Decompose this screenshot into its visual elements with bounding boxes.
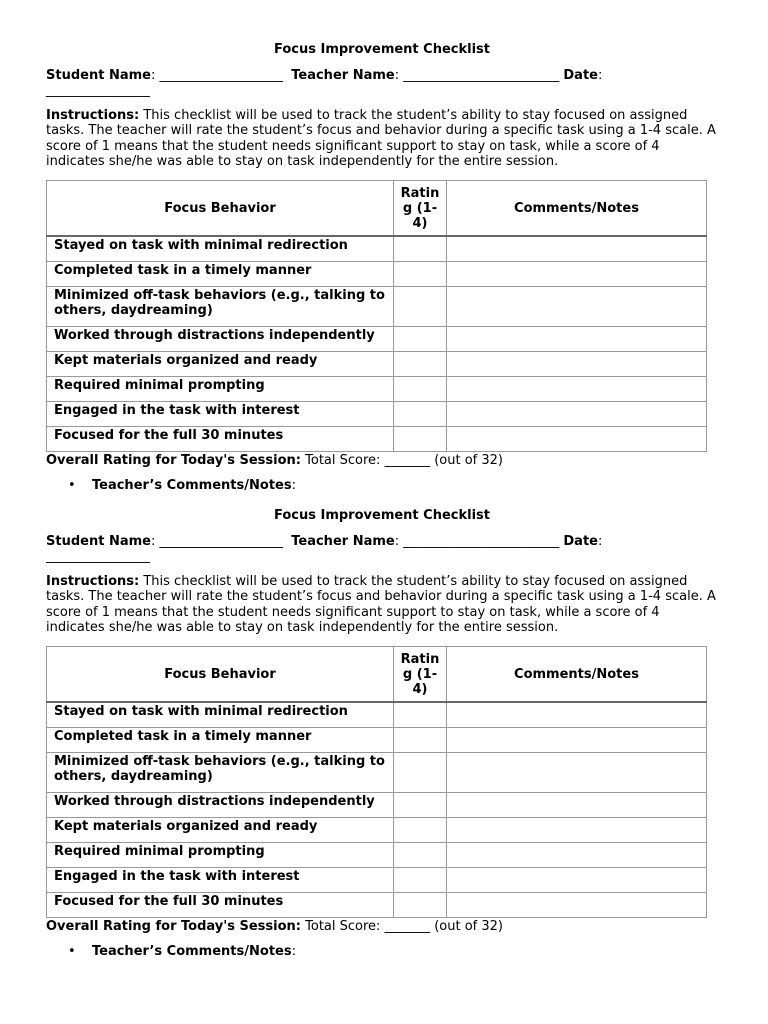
- table-row: [47, 752, 707, 792]
- behavior-cell: Stayed on task with minimal redirection: [47, 236, 394, 261]
- behavior-cell: Worked through distractions independently: [47, 326, 394, 351]
- checklist-title: Focus Improvement Checklist: [273, 508, 491, 523]
- header-rating-line-3: 4): [412, 681, 428, 697]
- rating-cell[interactable]: [394, 727, 447, 752]
- behavior-cell: Completed task in a timely manner: [47, 261, 394, 286]
- comments-cell[interactable]: [447, 426, 707, 451]
- table-row: [47, 892, 707, 917]
- teacher-comments-item: • Teacher’s Comments/Notes:: [68, 943, 296, 959]
- date-label: Date: [563, 68, 598, 83]
- checklist-section-2: [46, 508, 718, 959]
- student-name-label: Student Name: [46, 68, 151, 83]
- comments-cell[interactable]: [447, 752, 707, 792]
- comments-cell[interactable]: [447, 702, 707, 727]
- bullet-icon: •: [68, 943, 76, 959]
- rating-cell[interactable]: [394, 867, 447, 892]
- teacher-comments-label: Teacher’s Comments/Notes: [92, 943, 292, 959]
- teacher-comments-item: • Teacher’s Comments/Notes:: [68, 477, 296, 493]
- instructions-label: Instructions:: [46, 108, 140, 123]
- instructions: [46, 574, 718, 635]
- instructions-label: Instructions:: [46, 574, 140, 589]
- rating-cell[interactable]: [394, 286, 447, 326]
- comments-cell[interactable]: [447, 326, 707, 351]
- out-of-label: (out of 32): [434, 452, 503, 468]
- date-blank[interactable]: ________________: [46, 549, 150, 564]
- header-rating-line-2: g (1-: [402, 666, 438, 682]
- instructions-text: This checklist will be used to track the student’s ability to stay focused on assigned tasks. The teacher will rate the student’s focus and behavior during a specific task using a 1-4 scale. A score of 1 means that the student needs significant support to stay on task, while a score of 4 indicates she/he was able to stay on task independently for the entire session.: [46, 108, 716, 169]
- student-name-blank[interactable]: ___________________: [159, 534, 283, 549]
- overall-rating-line: [46, 453, 718, 468]
- rating-cell[interactable]: [394, 376, 447, 401]
- date-blank[interactable]: ________________: [46, 83, 150, 98]
- total-score-label: Total Score:: [305, 918, 381, 934]
- rating-cell[interactable]: [394, 792, 447, 817]
- name-date-line: Student Name: ___________________ Teacher Name: ________________________ Date:: [46, 68, 603, 83]
- date-label: Date: [563, 534, 598, 549]
- table-row: [47, 286, 707, 326]
- comments-cell[interactable]: [447, 867, 707, 892]
- rating-cell[interactable]: [394, 261, 447, 286]
- table-row: [47, 842, 707, 867]
- rating-cell[interactable]: [394, 752, 447, 792]
- comments-cell[interactable]: [447, 817, 707, 842]
- comments-cell[interactable]: [447, 842, 707, 867]
- rating-cell[interactable]: [394, 842, 447, 867]
- instructions-text: This checklist will be used to track the student’s ability to stay focused on assigned tasks. The teacher will rate the student’s focus and behavior during a specific task using a 1-4 scale. A score of 1 means that the student needs significant support to stay on task, while a score of 4 indicates she/he was able to stay on task independently for the entire session.: [46, 574, 716, 635]
- instructions: [46, 108, 718, 169]
- behavior-cell: Minimized off-task behaviors (e.g., talking to others, daydreaming): [47, 752, 394, 792]
- table-row: [47, 376, 707, 401]
- behavior-cell: Kept materials organized and ready: [47, 817, 394, 842]
- focus-behavior-table: [46, 180, 707, 452]
- total-score-blank[interactable]: _______: [384, 918, 431, 934]
- table-row: [47, 351, 707, 376]
- header-focus-behavior: Focus Behavior: [47, 181, 394, 237]
- behavior-cell: Engaged in the task with interest: [47, 401, 394, 426]
- teacher-name-blank[interactable]: ________________________: [403, 534, 560, 549]
- comments-cell[interactable]: [447, 351, 707, 376]
- total-score-label: Total Score:: [305, 452, 381, 468]
- table-row: [47, 261, 707, 286]
- student-name-label: Student Name: [46, 534, 151, 549]
- header-rating-line-1: Ratin: [400, 185, 440, 201]
- table-row: [47, 326, 707, 351]
- comments-cell[interactable]: [447, 792, 707, 817]
- rating-cell[interactable]: [394, 817, 447, 842]
- table-row: [47, 817, 707, 842]
- header-rating-line-1: Ratin: [400, 651, 440, 667]
- teacher-name-label: Teacher Name: [291, 68, 395, 83]
- rating-cell[interactable]: [394, 426, 447, 451]
- table-header-row: [47, 181, 707, 237]
- rating-cell[interactable]: [394, 326, 447, 351]
- comments-cell[interactable]: [447, 376, 707, 401]
- header-comments: Comments/Notes: [447, 181, 707, 237]
- header-rating-line-2: g (1-: [402, 200, 438, 216]
- comments-cell[interactable]: [447, 892, 707, 917]
- focus-behavior-table: [46, 646, 707, 918]
- teacher-name-label: Teacher Name: [291, 534, 395, 549]
- comments-cell[interactable]: [447, 401, 707, 426]
- behavior-cell: Required minimal prompting: [47, 842, 394, 867]
- teacher-name-blank[interactable]: ________________________: [403, 68, 560, 83]
- table-row: [47, 727, 707, 752]
- comments-cell[interactable]: [447, 236, 707, 261]
- student-name-blank[interactable]: ___________________: [159, 68, 283, 83]
- header-rating-line-3: 4): [412, 215, 428, 231]
- overall-rating-label: Overall Rating for Today's Session:: [46, 918, 301, 934]
- behavior-cell: Kept materials organized and ready: [47, 351, 394, 376]
- checklist-title: Focus Improvement Checklist: [273, 42, 491, 57]
- table-row: [47, 426, 707, 451]
- overall-rating-label: Overall Rating for Today's Session:: [46, 452, 301, 468]
- behavior-cell: Stayed on task with minimal redirection: [47, 702, 394, 727]
- table-row: [47, 702, 707, 727]
- rating-cell[interactable]: [394, 401, 447, 426]
- name-date-line: Student Name: ___________________ Teacher Name: ________________________ Date:: [46, 534, 603, 549]
- behavior-cell: Focused for the full 30 minutes: [47, 426, 394, 451]
- comments-cell[interactable]: [447, 261, 707, 286]
- bullet-icon: •: [68, 477, 76, 493]
- rating-cell[interactable]: [394, 892, 447, 917]
- behavior-cell: Focused for the full 30 minutes: [47, 892, 394, 917]
- rating-cell[interactable]: [394, 702, 447, 727]
- header-focus-behavior: Focus Behavior: [47, 647, 394, 703]
- table-row: [47, 792, 707, 817]
- out-of-label: (out of 32): [434, 918, 503, 934]
- rating-cell[interactable]: [394, 236, 447, 261]
- teacher-comments-label: Teacher’s Comments/Notes: [92, 477, 292, 493]
- table-row: [47, 867, 707, 892]
- header-rating: [394, 181, 447, 237]
- comments-cell[interactable]: [447, 286, 707, 326]
- comments-cell[interactable]: [447, 727, 707, 752]
- behavior-cell: Engaged in the task with interest: [47, 867, 394, 892]
- checklist-section-1: [46, 42, 718, 493]
- behavior-cell: Completed task in a timely manner: [47, 727, 394, 752]
- overall-rating-line: [46, 919, 718, 934]
- total-score-blank[interactable]: _______: [384, 452, 431, 468]
- table-row: [47, 236, 707, 261]
- behavior-cell: Worked through distractions independently: [47, 792, 394, 817]
- header-rating: [394, 647, 447, 703]
- table-header-row: [47, 647, 707, 703]
- rating-cell[interactable]: [394, 351, 447, 376]
- behavior-cell: Required minimal prompting: [47, 376, 394, 401]
- table-row: [47, 401, 707, 426]
- header-comments: Comments/Notes: [447, 647, 707, 703]
- behavior-cell: Minimized off-task behaviors (e.g., talking to others, daydreaming): [47, 286, 394, 326]
